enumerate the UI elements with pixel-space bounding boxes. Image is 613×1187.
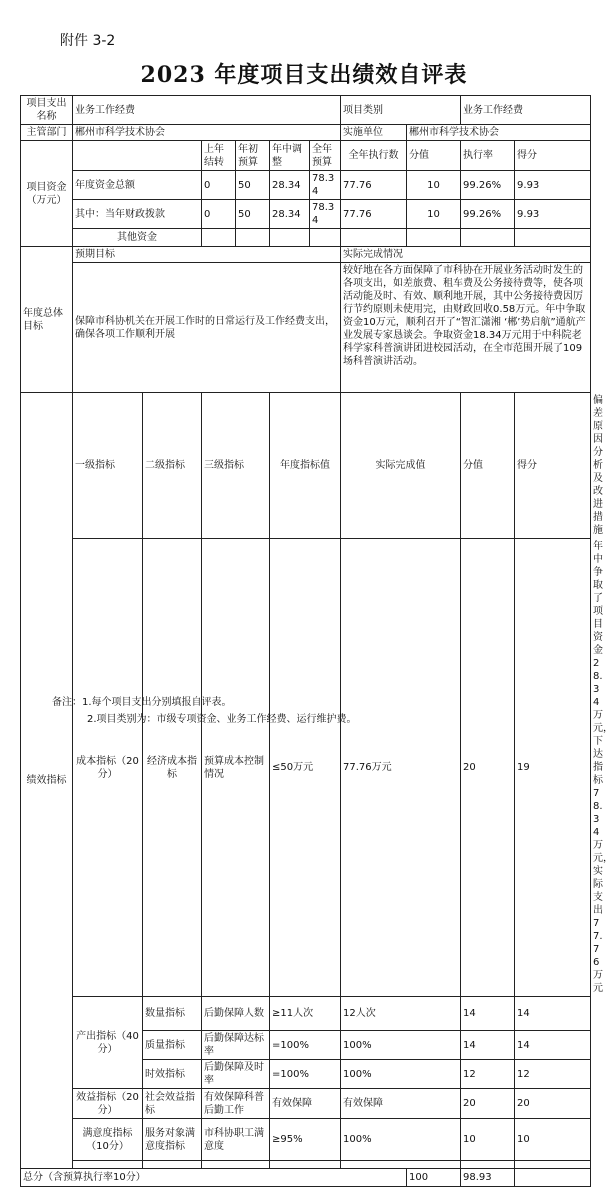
total-max: 100	[407, 1169, 461, 1187]
funds-cell	[310, 229, 341, 247]
perf-spacer	[202, 1161, 270, 1169]
evaluation-table: 项目支出名称 业务工作经费 项目类别 业务工作经费 主管部门 郴州市科学技术协会 实施单位 郴州市科学技术协会 项目资金（万元） 上年结转 年初预算 年中调整 全年预算 全年执行数 分值 执行率 得分 年度资金总额 0 50 28.34 78.34 77.76 10 99.26% 9.93 其中：当年财政拨款 0 50 28.34 78.34 77.76 10 99.26% 9.93 其他资金 年度总体目标 预期目标 实际完成情况 保障市科协机关在开展工作时的日常运行及工作经费支出，确保各项工作顺利开展 较好地在各方面保障了市科协在开展业务活动时发生的各项支出，如差旅费、租车费及公务接待费等，使各项活动能及时、有效、顺利地开展，其中公务接待费因厉行节约原则未使用完，由财政回收0.58万元。年中争取资金10万元，顺利召开了“智汇潇湘 ‘郴’势启航”通航产业发展专家恳谈会。争取资金18.34万元用于中科院老科学家科普演讲团进校园活动，在全市范围开展了109场科普演讲活动。 绩效指标 一级指标 二级指标 三级指标 年度指标值 实际完成值 分值 得分 偏差原因分析及改进措施 成本指标（20分） 经济成本指标 预算成本控制情况 ≤50万元 77.76万元 20 19 年中争取了项目资金28.34万元，下达指标78.34万元，实际支出77.76万元 产出指标（40分） 数量指标 后勤保障人数 ≥11人次 12人次 14 14 质量指标 后勤保障达标率 =100% 100% 14 14 时效指标 后勤保障及时率 =100% 100% 12 12 效益指标（20分） 社会效益指标 有效保障科普后勤工作 有效保障 有效保障 20 20 满意度指标（10分） 服务对象满意度指标 市科协职工满意度 ≥95% 100% 10 10 总分（含预算执行率10分） 100 98.93	[20, 95, 591, 1187]
perf-l2: 经济成本指标	[143, 539, 202, 997]
perf-score: 10	[515, 1119, 591, 1161]
funds-cell	[270, 229, 310, 247]
perf-header: 一级指标	[73, 393, 143, 539]
perf-row	[21, 997, 591, 1031]
perf-actual: 100%	[341, 1060, 461, 1089]
funds-cell: 78.34	[310, 200, 341, 229]
perf-score-max: 20	[461, 1089, 515, 1119]
perf-row	[21, 1089, 591, 1119]
actual-result-text: 较好地在各方面保障了市科协在开展业务活动时发生的各项支出，如差旅费、租车费及公务接待费等，使各项活动能及时、有效、顺利地开展，其中公务接待费因厉行节约原则未使用完，由财政回收0.58万元。年中争取资金10万元，顺利召开了“智汇潇湘 ‘郴’势启航”通航产业发展专家恳谈会。争取资金18.34万元用于中科院老科学家科普演讲团进校园活动，在全市范围开展了109场科普演讲活动。	[341, 263, 591, 393]
note-line: 备注：1.每个项目支出分别填报自评表。	[52, 697, 232, 708]
funds-cell: 28.34	[270, 200, 310, 229]
funds-cell	[461, 229, 515, 247]
perf-row	[21, 1119, 591, 1161]
funds-row	[21, 171, 591, 200]
funds-cell: 0	[202, 200, 236, 229]
funds-cell: 10	[407, 171, 461, 200]
funds-header: 年中调整	[270, 141, 310, 171]
funds-header: 全年预算	[310, 141, 341, 171]
funds-row-label: 年度资金总额	[73, 171, 202, 200]
perf-l2: 数量指标	[143, 997, 202, 1031]
expected-goal-text: 保障市科协机关在开展工作时的日常运行及工作经费支出，确保各项工作顺利开展	[73, 263, 341, 393]
funds-row-label: 其他资金	[73, 229, 202, 247]
perf-score: 14	[515, 1031, 591, 1060]
perf-header: 三级指标	[202, 393, 270, 539]
perf-spacer	[143, 1161, 202, 1169]
perf-header: 实际完成值	[341, 393, 461, 539]
funds-header: 年初预算	[236, 141, 270, 171]
perf-actual: 100%	[341, 1119, 461, 1161]
impl: 郴州市科学技术协会	[407, 125, 591, 141]
funds-row	[21, 200, 591, 229]
perf-l1: 满意度指标（10分）	[73, 1119, 143, 1161]
actual-result-label: 实际完成情况	[341, 247, 591, 263]
perf-score-max: 14	[461, 997, 515, 1031]
perf-score: 20	[515, 1089, 591, 1119]
perf-l1: 效益指标（20分）	[73, 1089, 143, 1119]
notes	[52, 694, 357, 728]
perf-spacer	[270, 1161, 341, 1169]
perf-l3: 后勤保障人数	[202, 997, 270, 1031]
page-title: 2023 年度项目支出绩效自评表	[140, 62, 468, 88]
funds-cell	[407, 229, 461, 247]
perf-row: 成本指标（20分） 经济成本指标 预算成本控制情况 ≤50万元 77.76万元 20 19 年中争取了项目资金28.34万元，下达指标78.34万元，实际支出77.76万元	[21, 539, 591, 997]
perf-actual: 12人次	[341, 997, 461, 1031]
project-name-label: 项目支出名称	[21, 96, 73, 125]
perf-actual: 有效保障	[341, 1089, 461, 1119]
total-note	[515, 1169, 591, 1187]
funds-row	[21, 229, 591, 247]
funds-cell: 9.93	[515, 171, 591, 200]
perf-header: 二级指标	[143, 393, 202, 539]
dept: 郴州市科学技术协会	[73, 125, 341, 141]
funds-header: 上年结转	[202, 141, 236, 171]
attachment-label: 附件 3-2	[60, 33, 116, 49]
perf-l3: 预算成本控制情况	[202, 539, 270, 997]
project-name: 业务工作经费	[73, 96, 341, 125]
perf-l2: 服务对象满意度指标	[143, 1119, 202, 1161]
perf-score-max: 14	[461, 1031, 515, 1060]
perf-score: 19	[515, 539, 591, 997]
perf-target: ≥11人次	[270, 997, 341, 1031]
perf-score-max: 20	[461, 539, 515, 997]
funds-cell: 99.26%	[461, 200, 515, 229]
funds-header: 得分	[515, 141, 591, 171]
funds-header-blank	[73, 141, 202, 171]
perf-header: 年度指标值	[270, 393, 341, 539]
funds-cell	[202, 229, 236, 247]
dept-label: 主管部门	[21, 125, 73, 141]
perf-score-max: 12	[461, 1060, 515, 1089]
funds-cell: 78.34	[310, 171, 341, 200]
perf-spacer	[461, 1161, 515, 1169]
perf-score-max: 10	[461, 1119, 515, 1161]
perf-target: 有效保障	[270, 1089, 341, 1119]
perf-header: 分值	[461, 393, 515, 539]
perf-l2: 时效指标	[143, 1060, 202, 1089]
perf-l1: 成本指标（20分）	[73, 539, 143, 997]
funds-cell	[236, 229, 270, 247]
perf-l2: 质量指标	[143, 1031, 202, 1060]
funds-cell: 9.93	[515, 200, 591, 229]
perf-spacer	[341, 1161, 461, 1169]
funds-header: 分值	[407, 141, 461, 171]
funds-cell: 0	[202, 171, 236, 200]
total-label: 总分（含预算执行率10分）	[21, 1169, 407, 1187]
perf-spacer	[515, 1161, 591, 1169]
funds-header: 全年执行数	[341, 141, 407, 171]
perf-target: =100%	[270, 1031, 341, 1060]
funds-header: 执行率	[461, 141, 515, 171]
perf-score: 14	[515, 997, 591, 1031]
perf-l1: 产出指标（40分）	[73, 997, 143, 1089]
perf-target: ≥95%	[270, 1119, 341, 1161]
total-score: 98.93	[461, 1169, 515, 1187]
perf-actual: 77.76万元	[341, 539, 461, 997]
funds-row-label: 其中：当年财政拨款	[73, 200, 202, 229]
funds-cell: 77.76	[341, 171, 407, 200]
perf-l3: 后勤保障达标率	[202, 1031, 270, 1060]
funds-cell: 10	[407, 200, 461, 229]
perf-label: 绩效指标	[21, 393, 73, 1169]
expected-goal-label: 预期目标	[73, 247, 341, 263]
project-type-label: 项目类别	[341, 96, 461, 125]
funds-cell: 77.76	[341, 200, 407, 229]
perf-header: 得分	[515, 393, 591, 539]
project-type: 业务工作经费	[461, 96, 591, 125]
funds-cell	[341, 229, 407, 247]
funds-cell: 99.26%	[461, 171, 515, 200]
funds-cell: 50	[236, 171, 270, 200]
perf-l3: 后勤保障及时率	[202, 1060, 270, 1089]
perf-l3: 市科协职工满意度	[202, 1119, 270, 1161]
note-line: 2.项目类别为：市级专项资金、业务工作经费、运行维护费。	[87, 714, 357, 725]
funds-cell: 50	[236, 200, 270, 229]
perf-target: =100%	[270, 1060, 341, 1089]
perf-l3: 有效保障科普后勤工作	[202, 1089, 270, 1119]
impl-label: 实施单位	[341, 125, 407, 141]
perf-score: 12	[515, 1060, 591, 1089]
funds-label: 项目资金（万元）	[21, 141, 73, 247]
goals-label: 年度总体目标	[21, 247, 73, 393]
funds-cell: 28.34	[270, 171, 310, 200]
perf-target: ≤50万元	[270, 539, 341, 997]
funds-cell	[515, 229, 591, 247]
perf-l2: 社会效益指标	[143, 1089, 202, 1119]
perf-actual: 100%	[341, 1031, 461, 1060]
perf-spacer	[73, 1161, 143, 1169]
